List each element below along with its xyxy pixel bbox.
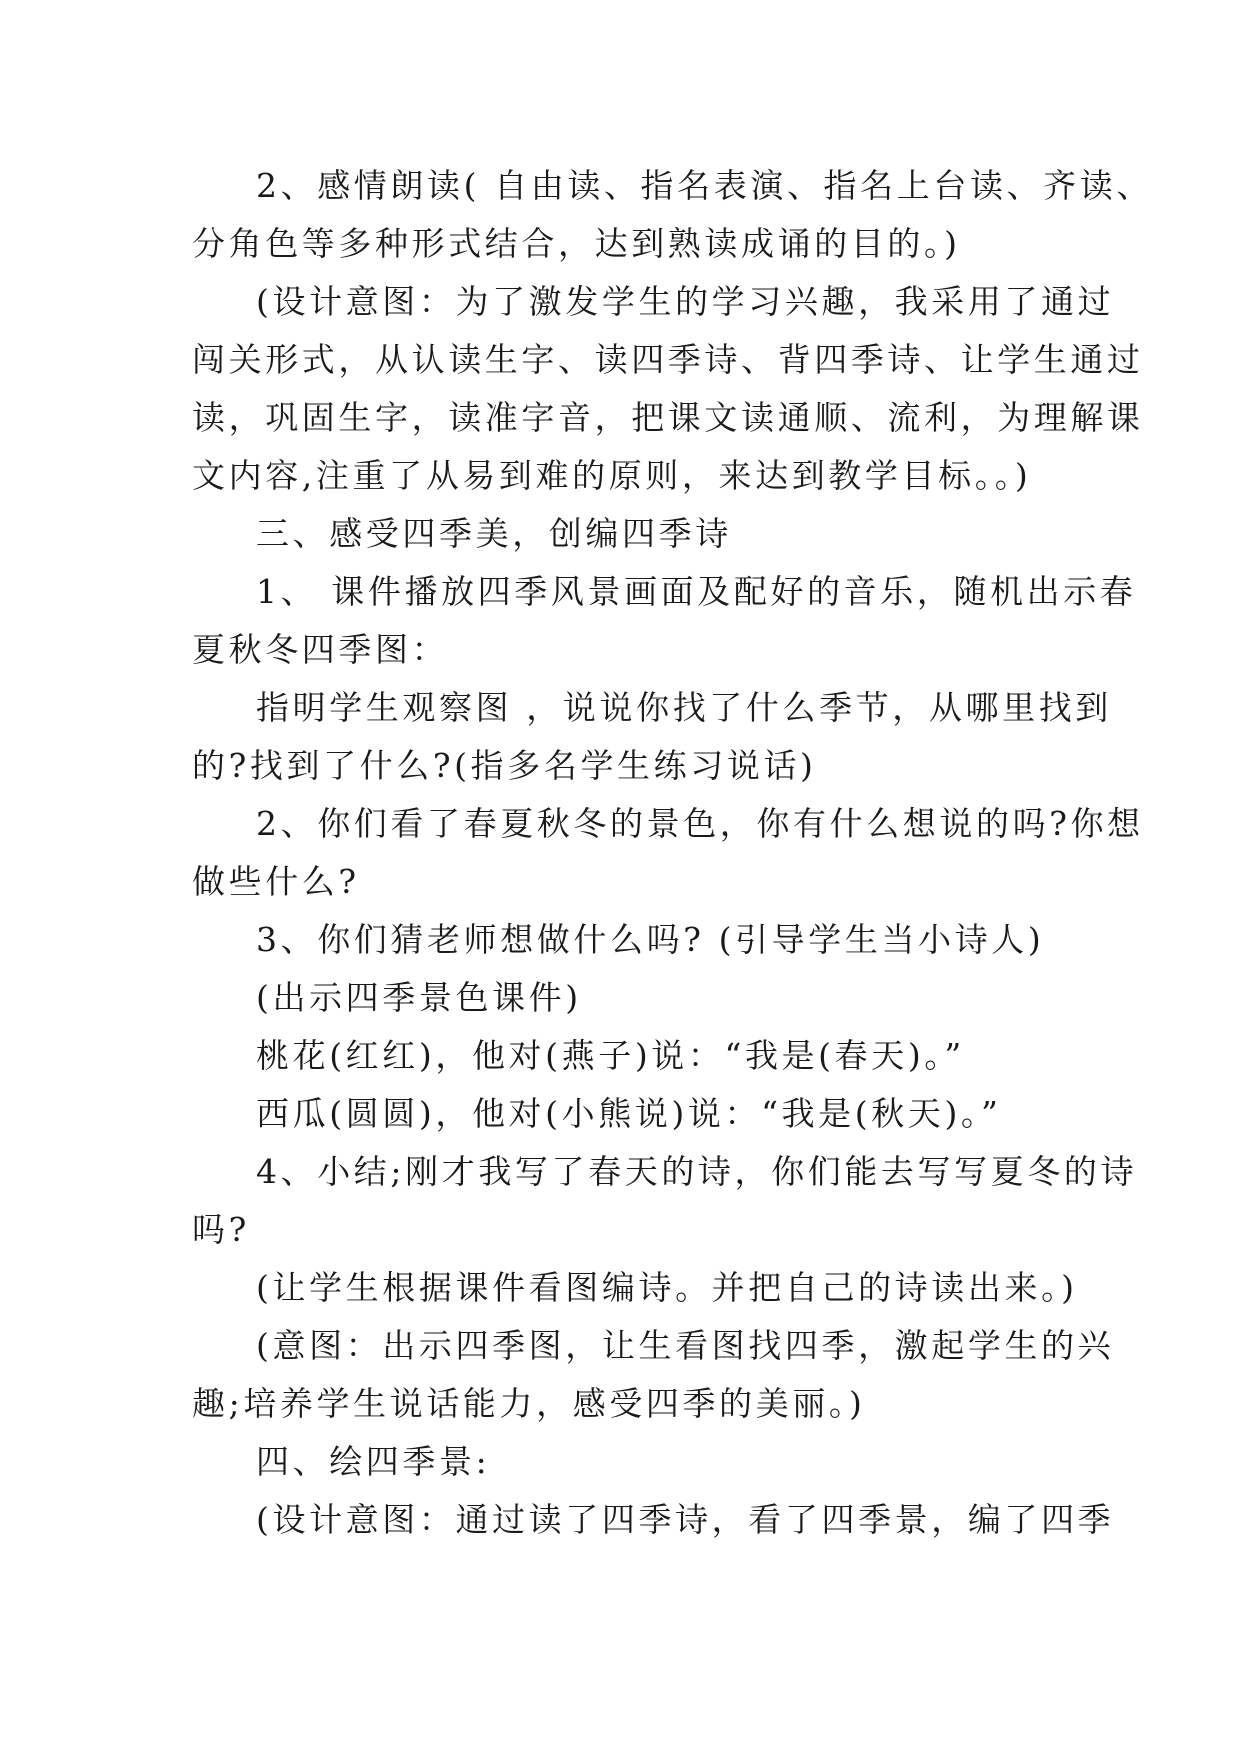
text-line: (设计意图：通过读了四季诗，看了四季景，编了四季 — [256, 1500, 1115, 1539]
text-line: 1、 课件播放四季风景画面及配好的音乐，随机出示春 — [256, 572, 1137, 611]
text-line: 的?找到了什么?(指多名学生练习说话) — [192, 746, 817, 785]
text-line: 3、你们猜老师想做什么吗? (引导学生当小诗人) — [256, 920, 1045, 959]
text-line: 趣;培养学生说话能力，感受四季的美丽。) — [192, 1384, 866, 1423]
section-heading: 三、感受四季美，创编四季诗 — [256, 514, 732, 553]
text-line: 2、你们看了春夏秋冬的景色，你有什么想说的吗?你想 — [256, 804, 1144, 843]
text-line: (意图：出示四季图，让生看图找四季，激起学生的兴 — [256, 1326, 1115, 1365]
text-line: 4、小结;刚才我写了春天的诗，你们能去写写夏冬的诗 — [256, 1152, 1138, 1191]
text-line: 桃花(红红)，他对(燕子)说：“我是(春天)。” — [256, 1036, 965, 1075]
text-line: 做些什么? — [192, 862, 360, 901]
text-line: 西瓜(圆圆)，他对(小熊说)说：“我是(秋天)。” — [256, 1094, 1002, 1133]
text-line: 夏秋冬四季图： — [192, 630, 449, 669]
text-line: (出示四季景色课件) — [256, 978, 582, 1017]
text-line: 读，巩固生字，读准字音，把课文读通顺、流利，为理解课 — [192, 398, 1144, 437]
text-line: (设计意图：为了激发学生的学习兴趣，我采用了通过 — [256, 282, 1115, 321]
text-line: (让学生根据课件看图编诗。并把自己的诗读出来。) — [256, 1268, 1078, 1307]
section-heading: 四、绘四季景: — [256, 1442, 491, 1481]
text-line: 指明学生观察图 ，说说你找了什么季节，从哪里找到 — [256, 688, 1112, 727]
text-line: 2、感情朗读( 自由读、指名表演、指名上台读、齐读、 — [256, 166, 1153, 205]
text-line: 吗? — [192, 1210, 250, 1249]
text-line: 文内容,注重了从易到难的原则，来达到教学目标。。) — [192, 456, 1032, 495]
text-line: 闯关形式，从认读生字、读四季诗、背四季诗、让学生通过 — [192, 340, 1144, 379]
text-line: 分角色等多种形式结合，达到熟读成诵的目的。) — [192, 224, 961, 263]
